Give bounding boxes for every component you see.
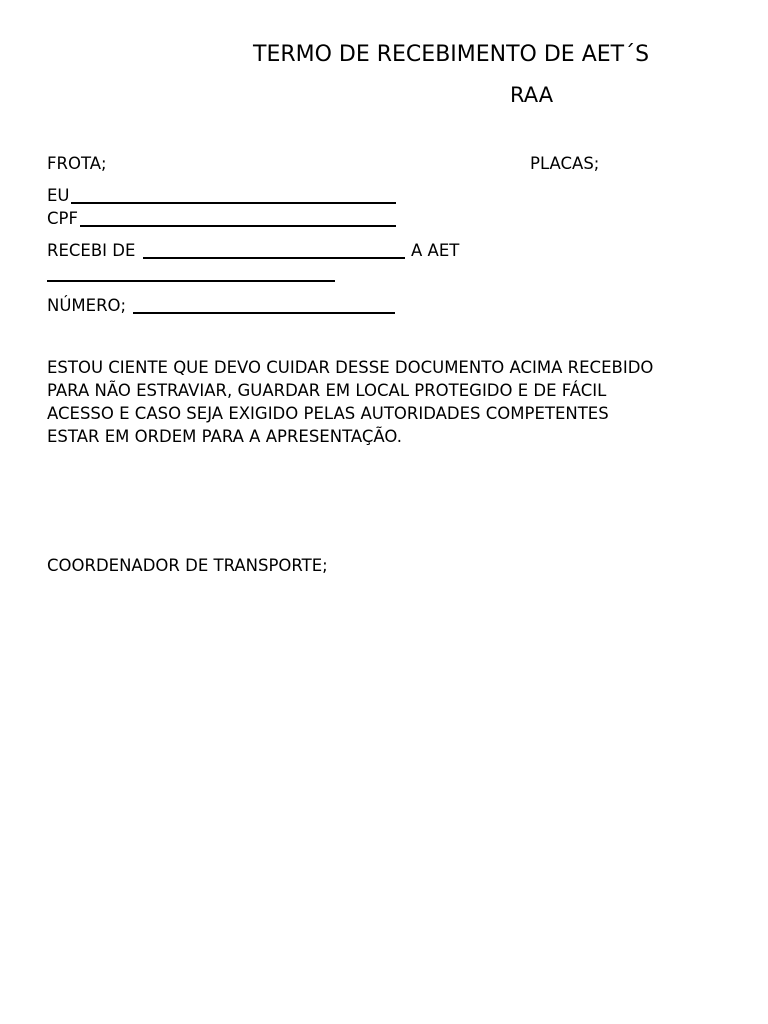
signature-label: COORDENADOR DE TRANSPORTE; <box>47 556 328 575</box>
document-subtitle: RAA <box>510 83 554 107</box>
recebi-de-fill-line <box>143 257 405 259</box>
declaration-paragraph <box>47 356 747 448</box>
paragraph-line: PARA NÃO ESTRAVIAR, GUARDAR EM LOCAL PROTEGIDO E DE FÁCIL <box>47 381 607 400</box>
numero-fill-line <box>133 312 395 314</box>
paragraph-line: ESTAR EM ORDEM PARA A APRESENTAÇÃO. <box>47 427 402 446</box>
recebi-de-label: RECEBI DE <box>47 241 136 260</box>
paragraph-line: ACESSO E CASO SEJA EXIGIDO PELAS AUTORIDADES COMPETENTES <box>47 404 609 423</box>
placas-label: PLACAS; <box>530 154 600 173</box>
frota-label: FROTA; <box>47 154 107 173</box>
cpf-label: CPF <box>47 209 78 228</box>
aet-fill-line <box>47 280 335 282</box>
paragraph-line: ESTOU CIENTE QUE DEVO CUIDAR DESSE DOCUMENTO ACIMA RECEBIDO <box>47 358 654 377</box>
document-title: TERMO DE RECEBIMENTO DE AET´S <box>253 42 650 67</box>
cpf-fill-line <box>80 225 396 227</box>
aet-label: A AET <box>411 241 460 260</box>
numero-label: NÚMERO; <box>47 296 127 315</box>
eu-fill-line <box>71 202 396 204</box>
eu-label: EU <box>47 186 70 205</box>
